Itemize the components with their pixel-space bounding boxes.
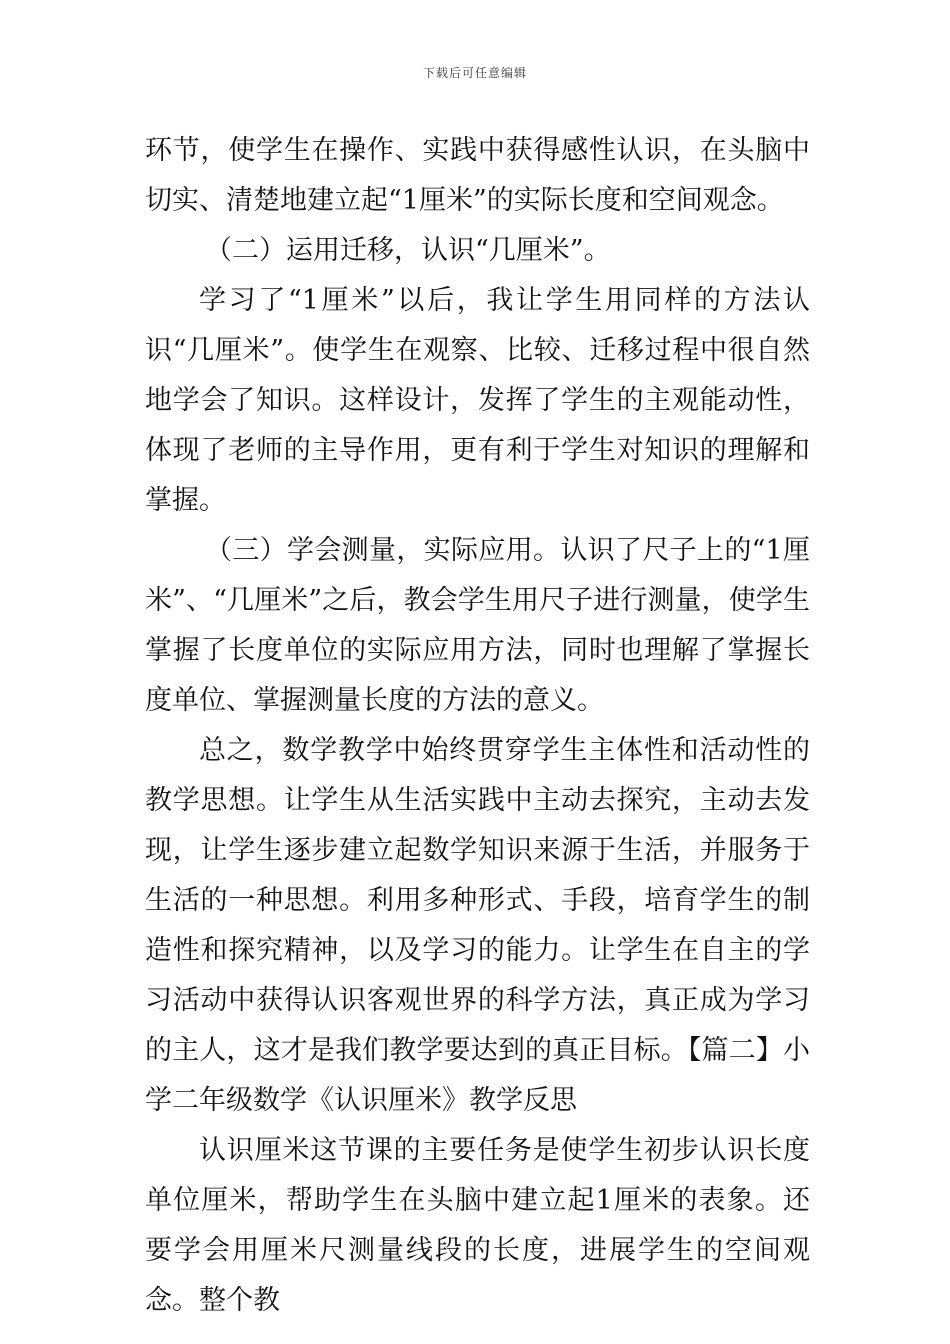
paragraph-learn-cm: 学习了“1厘米”以后，我让学生用同样的方法认识“几厘米”。使学生在观察、比较、迁移过程中很自然地学会了知识。这样设计，发挥了学生的主观能动性，体现了老师的主导作用，更有利于学生对知识的理解和掌握。 bbox=[145, 285, 810, 516]
paragraph-summary: 总之，数学教学中始终贯穿学生主体性和活动性的教学思想。让学生从生活实践中主动去探究，主动去发现，让学生逐步建立起数学知识来源于生活，并服务于生活的一种思想。利用多种形式、手段，培育学生的制造性和探究精神，以及学习的能力。让学生在自主的学习活动中获得认识客观世界的科学方法，真正成为学习的主人，这才是我们教学要达到的真正目标。【篇二】小学二年级数学《认识厘米》教学反思 bbox=[145, 735, 810, 1116]
page-header: 下载后可任意编辑 bbox=[422, 66, 527, 80]
paragraph-continuation: 环节，使学生在操作、实践中获得感性认识，在头脑中切实、清楚地建立起“1厘米”的实际长度和空间观念。 bbox=[145, 135, 810, 216]
paragraph-section-three: （三）学会测量，实际应用。认识了尺子上的“1厘米”、“几厘米”之后，教会学生用尺子进行测量，使学生掌握了长度单位的实际应用方法，同时也理解了掌握长度单位、掌握测量长度的方法的意义。 bbox=[145, 535, 810, 716]
paragraph-part-two-intro: 认识厘米这节课的主要任务是使学生初步认识长度单位厘米，帮助学生在头脑中建立起1厘米的表象。还要学会用厘米尺测量线段的长度，进展学生的空间观念。整个教 bbox=[145, 1135, 810, 1316]
document-body bbox=[145, 126, 810, 1326]
paragraph-section-two-heading: （二）运用迁移，认识“几厘米”。 bbox=[205, 235, 611, 266]
